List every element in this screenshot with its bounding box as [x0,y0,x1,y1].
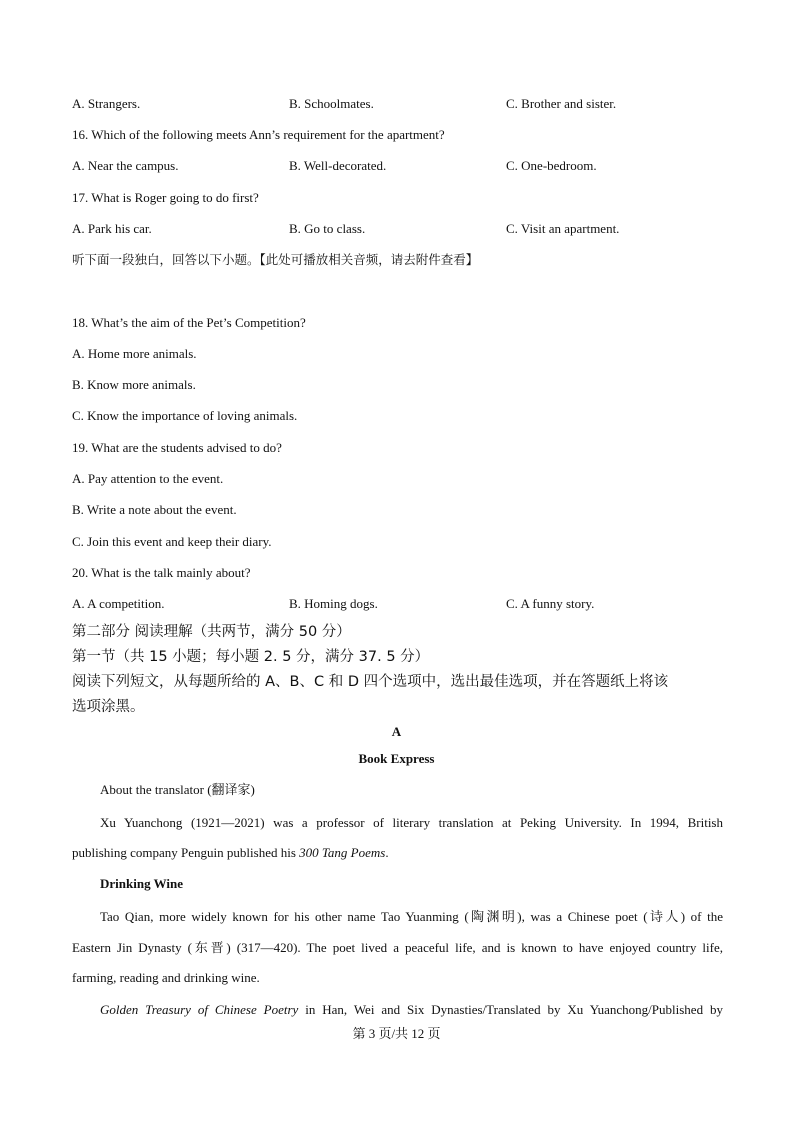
q20-question: 20. What is the talk mainly about? [72,565,251,580]
q19-option-c: C. Join this event and keep their diary. [72,534,272,549]
q17-option-c: C. Visit an apartment. [506,221,620,236]
tao-paragraph-line1: Tao Qian, more widely known for his other name Tao Yuanming (陶渊明), was a Chinese poet (诗人) of the [100,909,723,924]
q19-option-b: B. Write a note about the event. [72,502,237,517]
q18-option-a: A. Home more animals. [72,346,197,361]
q15-option-c: C. Brother and sister. [506,96,617,111]
q18-question: 18. What’s the aim of the Pet’s Competition? [72,315,306,330]
xu-paragraph-line1: Xu Yuanchong (1921—2021) was a professor of literary translation at Peking University. In 1994, British [100,815,723,830]
reading-instruction-line2: 选项涂黑。 [72,699,145,715]
q17-option-a: A. Park his car. [72,221,152,236]
drinking-wine-heading: Drinking Wine [100,876,183,891]
xu-paragraph-line2 [72,845,389,861]
q19-question: 19. What are the students advised to do? [72,440,282,455]
xu-line2-end: . [385,845,389,860]
part2-heading: 第二部分 阅读理解（共两节，满分 50 分） [72,624,351,640]
tao-paragraph-line2: Eastern Jin Dynasty (东晋) (317—420). The poet lived a peaceful life, and is known to have enjoyed country life, [72,940,723,955]
book-title-golden-treasury: Golden Treasury of Chinese Poetry [100,1002,299,1017]
q15-option-b: B. Schoolmates. [289,96,374,111]
xu-line2-text: publishing company Penguin published his [72,845,300,860]
section1-heading: 第一节（共 15 小题；每小题 2. 5 分，满分 37. 5 分） [72,649,430,665]
q17-question: 17. What is Roger going to do first? [72,190,259,205]
tao-paragraph-line3: farming, reading and drinking wine. [72,970,260,985]
reading-instruction-line1: 阅读下列短文，从每题所给的 A、B、C 和 D 四个选项中，选出最佳选项，并在答题纸上将该 [72,674,669,690]
monologue-instruction: 听下面一段独白，回答以下小题。【此处可播放相关音频，请去附件查看】 [72,252,479,267]
q20-option-a: A. A competition. [72,596,165,611]
q16-option-b: B. Well-decorated. [289,158,387,173]
translator-heading: About the translator (翻译家) [100,782,255,797]
q16-option-c: C. One-bedroom. [506,158,597,173]
golden-treasury-line [72,994,723,1025]
q19-option-a: A. Pay attention to the event. [72,471,224,486]
q20-option-c: C. A funny story. [506,596,595,611]
passage-letter: A [391,724,402,739]
q17-option-b: B. Go to class. [289,221,366,236]
q16-option-a: A. Near the campus. [72,158,179,173]
q18-option-c: C. Know the importance of loving animals. [72,408,298,423]
passage-title: Book Express [358,751,435,766]
q16-question: 16. Which of the following meets Ann’s requirement for the apartment? [72,127,445,142]
page-footer: 第 3 页/共 12 页 [352,1026,441,1041]
q20-option-b: B. Homing dogs. [289,596,378,611]
book-title-300-tang-poems: 300 Tang Poems [299,845,386,860]
golden-treasury-rest: in Han, Wei and Six Dynasties/Translated by Xu Yuanchong/Published by [298,1002,723,1017]
q18-option-b: B. Know more animals. [72,377,196,392]
q15-option-a: A. Strangers. [72,96,141,111]
